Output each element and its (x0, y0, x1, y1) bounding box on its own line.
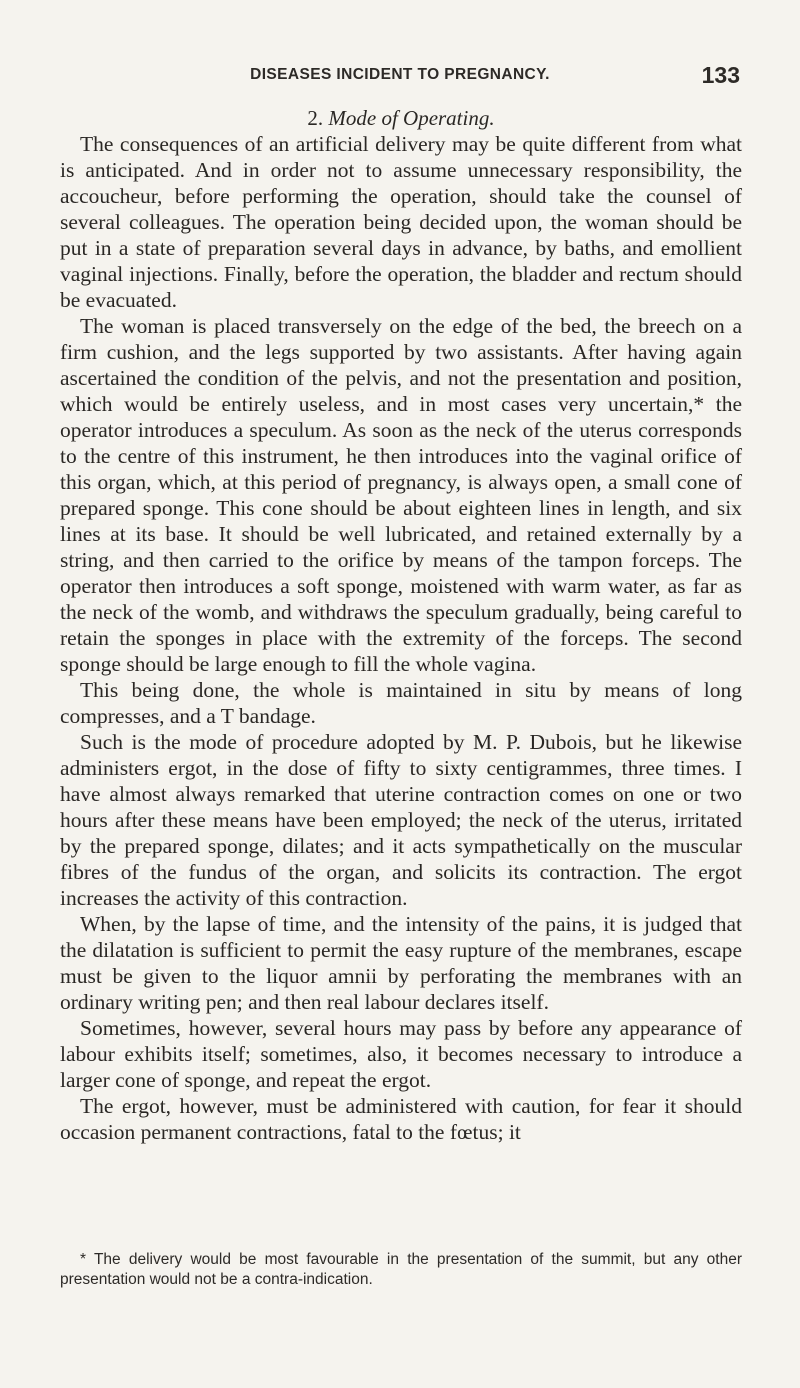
body-text (60, 105, 742, 1145)
paragraph: Sometimes, however, several hours may pass by before any appearance of labour exhibits itself; sometimes, also, it becomes necessary to introduce a larger cone of sponge, and repeat the ergot. (60, 1016, 742, 1092)
page-number: 133 (701, 62, 740, 88)
running-title: DISEASES INCIDENT TO PREGNANCY. (250, 66, 550, 83)
footnote: * The delivery would be most favourable in the presentation of the summit, but any other presentation would not be a contra-indication. (60, 1251, 742, 1288)
paragraph: The ergot, however, must be administered with caution, for fear it should occasion permanent contractions, fatal to the fœtus; it (60, 1094, 742, 1144)
paragraph: When, by the lapse of time, and the intensity of the pains, it is judged that the dilatation is sufficient to permit the easy rupture of the membranes, escape must be given to the liquor amnii by perforating the membranes with an ordinary writing pen; and then real labour declares itself. (60, 912, 742, 1014)
section-heading (60, 105, 742, 131)
paragraph: The woman is placed transversely on the edge of the bed, the breech on a firm cushion, and the legs supported by two assistants. After having again ascertained the condition of the pelvis, and not the presentation and position, which would be entirely useless, and in most cases very uncertain,* the operator introduces a speculum. As soon as the neck of the uterus corresponds to the centre of this instrument, he then introduces into the vaginal orifice of this organ, which, at this period of pregnancy, is always open, a small cone of prepared sponge. This cone should be about eighteen lines in length, and six lines at its base. It should be well lubricated, and retained externally by a string, and then carried to the orifice by means of the tampon forceps. The operator then introduces a soft sponge, moistened with warm water, as far as the neck of the womb, and withdraws the speculum gradually, being careful to retain the sponges in place with the extremity of the forceps. The second sponge should be large enough to fill the whole vagina. (60, 314, 742, 676)
section-number: 2. (307, 106, 324, 130)
section-title: Mode of Operating. (328, 106, 495, 130)
paragraph: The consequences of an artificial delivery may be quite different from what is anticipated. And in order not to assume unnecessary responsibility, the accoucheur, before performing the operation, should take the counsel of several colleagues. The operation being decided upon, the woman should be put in a state of preparation several days in advance, by baths, and emollient vaginal injections. Finally, before the operation, the bladder and rectum should be evacuated. (60, 132, 742, 312)
paragraph: Such is the mode of procedure adopted by M. P. Dubois, but he likewise administers ergot, in the dose of fifty to sixty centigrammes, three times. I have almost always remarked that uterine contraction comes on one or two hours after these means have been employed; the neck of the uterus, irritated by the prepared sponge, dilates; and it acts sympathetically on the muscular fibres of the fundus of the organ, and solicits its contraction. The ergot increases the activity of this contraction. (60, 730, 742, 910)
paragraph: This being done, the whole is maintained in situ by means of long compresses, and a T bandage. (60, 678, 742, 728)
running-head (60, 62, 740, 90)
